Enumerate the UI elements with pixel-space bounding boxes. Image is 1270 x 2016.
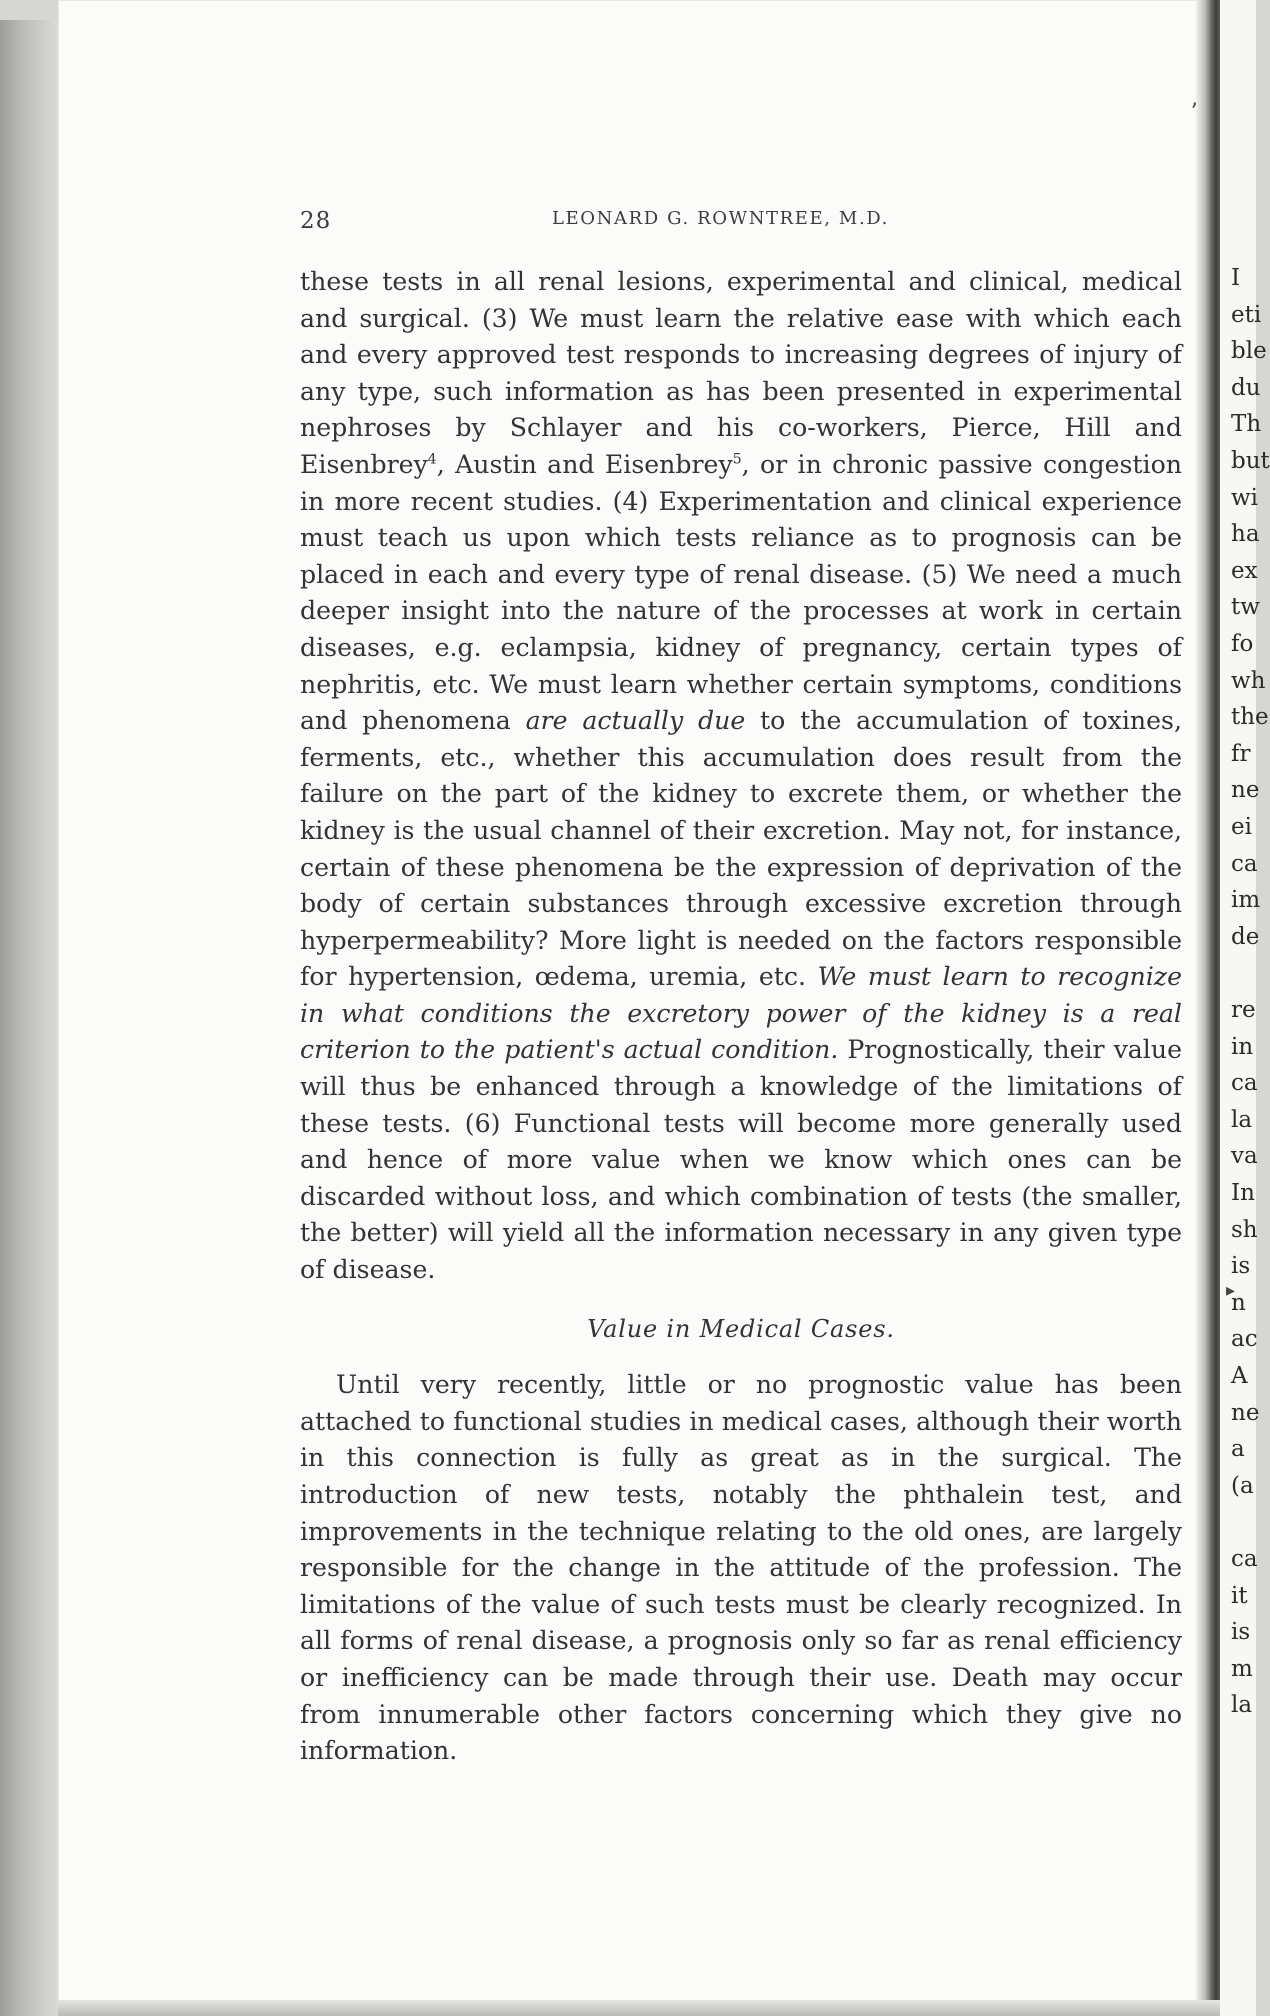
footnote-ref-4: 4	[427, 451, 437, 468]
facing-page-line-fragment: m	[1231, 1655, 1253, 1682]
facing-page-line-fragment: A	[1231, 1363, 1248, 1389]
scanner-bed-edge	[0, 20, 60, 2016]
facing-page-line-fragment: fr	[1231, 740, 1251, 767]
paragraph-1-text-b: , Austin and Eisenbrey	[436, 449, 733, 479]
facing-page-line-fragment: ei	[1231, 814, 1252, 840]
facing-page-line-fragment: ex	[1231, 557, 1258, 584]
page-number: 28	[300, 208, 332, 234]
facing-page-line-fragment: va	[1231, 1143, 1258, 1170]
footnote-ref-5: 5	[732, 451, 742, 468]
body-paragraph-1	[300, 264, 1182, 1289]
facing-page-line-fragment: it	[1231, 1582, 1248, 1609]
italic-phrase: are actually due	[525, 706, 746, 736]
facing-page-line-fragment: de	[1231, 923, 1260, 950]
facing-page-line-fragment: but	[1231, 448, 1270, 474]
facing-page-line-fragment: wh	[1231, 667, 1266, 694]
facing-page-line-fragment: the	[1231, 704, 1269, 731]
facing-page-line-fragment: a	[1231, 1436, 1245, 1463]
facing-page-line-fragment: Th	[1231, 411, 1262, 438]
facing-page-line-fragment: fo	[1231, 631, 1254, 657]
paragraph-1-text-e: Prognostically, their value will thus be enhanced through a knowledge of the limitations of these tests. (6) Functional tests will become more generally used and hence of more value when we know which ones can be discarded without loss, and which combination of tests (the smaller, the better) will yield all the information necessary in any given type of disease.	[300, 1035, 1182, 1285]
facing-page-line-fragment: I	[1231, 265, 1241, 291]
facing-page-line-fragment: is	[1231, 1619, 1251, 1646]
facing-page-line-fragment: wi	[1231, 484, 1259, 511]
facing-page-line-fragment: ne	[1231, 777, 1260, 804]
facing-page-edge	[1220, 0, 1270, 2016]
book-gutter-shadow	[1196, 0, 1220, 2016]
facing-page-line-fragment: (a	[1231, 1472, 1254, 1499]
italic-emphasis-sentence: We must learn to recognize in what conditions the excretory power of the kidney is a real criterion to the patient's actual condition.	[300, 962, 1182, 1065]
facing-page-line-fragment: ac	[1231, 1326, 1258, 1353]
paragraph-1-text-d: to the accumulation of toxines, ferments, etc., whether this accumulation does result from the failure on the part of the kidney to excrete them, or whether the kidney is the usual channel of their excretion. May not, for instance, certain of these phenomena be the expression of deprivation of the body of certain substances through excessive excretion through hyperpermeability? More light is needed on the factors responsible for hypertension, œdema, uremia, etc.	[300, 706, 1182, 992]
facing-page-line-fragment: is	[1231, 1253, 1251, 1280]
facing-page-line-fragment: tw	[1231, 594, 1260, 621]
facing-page-line-fragment: in	[1231, 1033, 1254, 1060]
paragraph-1-text-a: these tests in all renal lesions, experimental and clinical, medical and surgical. (3) We must learn the relative ease with which each and every approved test responds to increasing degrees of injury of any type, such information as has been presented in experimental nephroses by Schlayer and his co-workers, Pierce, Hill and Eisenbrey	[300, 267, 1182, 479]
facing-page-line-fragment: ca	[1231, 850, 1258, 877]
page-body	[300, 264, 1182, 1770]
facing-page-line-fragment: n	[1231, 1289, 1246, 1316]
paragraph-1-text-c: , or in chronic passive congestion in more recent studies. (4) Experimentation and clinical experience must teach us upon which tests reliance as to prognosis can be placed in each and every type of renal disease. (5) We need a much deeper insight into the nature of the processes at work in certain diseases, e.g. eclampsia, kidney of pregnancy, certain types of nephritis, etc. We must learn whether certain symptoms, conditions and phenomena	[300, 449, 1182, 736]
facing-page-line-fragment: im	[1231, 887, 1261, 914]
page-bottom-edge	[58, 2000, 1220, 2016]
facing-page-line-fragment: sh	[1231, 1216, 1258, 1243]
scan-speck: ʼ	[1190, 100, 1197, 125]
facing-page-line-fragment: ble	[1231, 338, 1267, 365]
facing-page-line-fragment: ca	[1231, 1070, 1258, 1097]
facing-page-line-fragment: ca	[1231, 1546, 1258, 1572]
facing-page-line-fragment: la	[1231, 1106, 1253, 1133]
section-heading: Value in Medical Cases.	[587, 1314, 895, 1343]
facing-page-line-fragment: ne	[1231, 1399, 1260, 1426]
scan-speck: ▸	[1226, 1280, 1236, 1301]
facing-page-line-fragment: du	[1231, 374, 1261, 401]
running-header-title: LEONARD G. ROWNTREE, M.D.	[552, 208, 889, 229]
facing-page-line-fragment: ha	[1231, 521, 1260, 548]
facing-page-line-fragment: In	[1231, 1180, 1255, 1206]
facing-page-line-fragment: la	[1231, 1692, 1253, 1719]
facing-page-line-fragment: eti	[1231, 301, 1262, 328]
body-paragraph-2: Until very recently, little or no prognostic value has been attached to functional studies in medical cases, although their worth in this connection is fully as great as in the surgical. The introduction of new tests, notably the phthalein test, and improvements in the technique relating to the old ones, are largely responsible for the change in the attitude of the profession. The limitations of the value of such tests must be clearly recognized. In all forms of renal disease, a prognosis only so far as renal efficiency or inefficiency can be made through their use. Death may occur from innumerable other factors concerning which they give no information.	[300, 1370, 1182, 1766]
facing-page-line-fragment: re	[1231, 997, 1256, 1023]
